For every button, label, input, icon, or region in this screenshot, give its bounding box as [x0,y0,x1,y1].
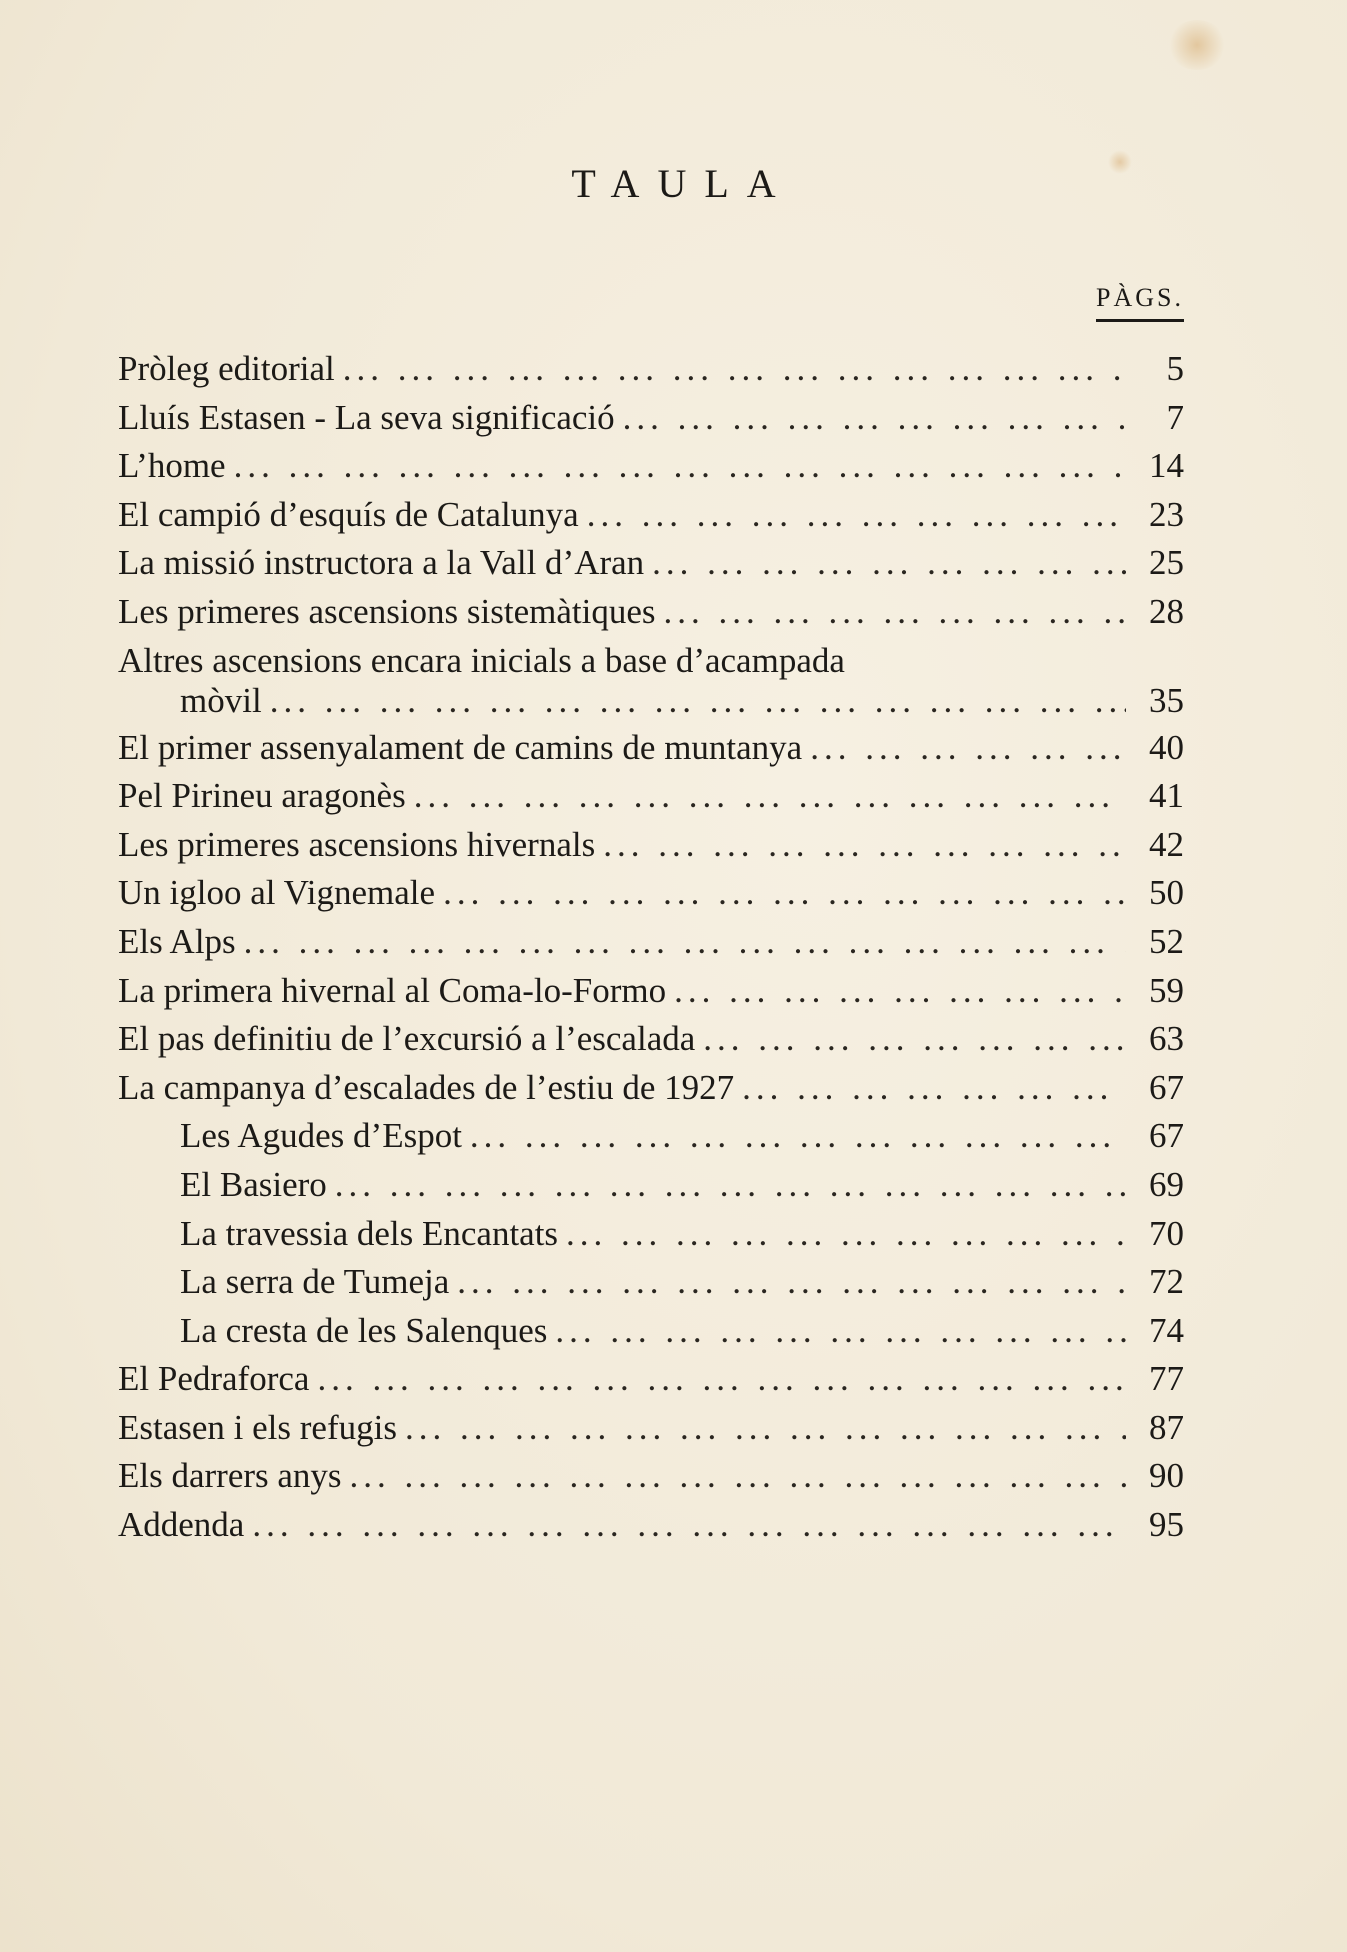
toc-page-number: 70 [1149,1213,1184,1253]
toc-entry [118,398,1184,447]
dot-leader [566,1214,1126,1254]
toc-entry-title: Lluís Estasen - La seva significació [118,397,615,437]
toc-entry-title: La primera hivernal al Coma-lo-Formo [118,970,667,1010]
toc-entry [118,641,1184,681]
dot-leader [414,776,1126,816]
toc-page-number: 90 [1149,1456,1184,1496]
toc-page-number: 74 [1149,1310,1184,1350]
dot-leader [810,728,1126,768]
toc-entry [118,1359,1184,1408]
toc-page-number: 52 [1149,921,1184,961]
toc-entry-title: El campió d’esquís de Catalunya [118,494,579,534]
toc-entry [118,1019,1184,1068]
toc-entry-title: La campanya d’escalades de l’estiu de 1927 [118,1067,735,1107]
toc-entry [118,873,1184,922]
pages-column-label: PÀGS. [1096,283,1184,322]
toc-entry-title: El primer assenyalament de camins de muntanya [118,727,803,767]
toc-entry-title: Els darrers anys [118,1456,342,1496]
toc-entry-title: El pas definitiu de l’excursió a l’escalada [118,1019,696,1059]
toc-entry-title: L’home [118,446,226,486]
dot-leader [674,971,1126,1011]
dot-leader [350,1456,1126,1496]
toc-page-number: 95 [1149,1505,1184,1545]
toc-page-number: 14 [1149,446,1184,486]
toc-entry [118,922,1184,971]
toc-entry-title: La missió instructora a la Vall d’Aran [118,543,645,583]
toc-entry-title: Les primeres ascensions sistemàtiques [118,591,656,631]
toc-entry-title: El Pedraforca [118,1359,310,1399]
toc-entry-title: Les Agudes d’Espot [180,1116,462,1156]
dot-leader [742,1068,1126,1108]
toc-subentry [118,1311,1184,1360]
toc-entry-title: Les primeres ascensions hivernals [118,824,596,864]
toc-entry-title: La serra de Tumeja [180,1262,450,1302]
toc-page-number: 67 [1149,1116,1184,1156]
toc-entry-continuation [118,681,1184,728]
toc-page-number: 35 [1149,680,1184,720]
toc-page-number: 42 [1149,824,1184,864]
dot-leader [443,873,1126,913]
toc-page-number: 5 [1166,349,1184,388]
dot-leader [457,1262,1126,1302]
toc-entry [118,446,1184,495]
toc-entry [118,728,1184,777]
toc-page-number: 87 [1149,1407,1184,1447]
toc-entry-title: Pel Pirineu aragonès [118,776,406,816]
toc-page-number: 41 [1149,776,1184,816]
toc-page-number: 25 [1149,543,1184,583]
toc-entry [118,543,1184,592]
table-of-contents [118,349,1184,1554]
toc-entry-title: Pròleg editorial [118,349,335,388]
toc-subentry [118,1165,1184,1214]
toc-entry [118,1505,1184,1554]
toc-page-number: 63 [1149,1019,1184,1059]
toc-subentry [118,1214,1184,1263]
dot-leader [244,922,1126,962]
toc-entry-title: Altres ascensions encara inicials a base d’acampada [118,640,845,680]
dot-leader [664,592,1126,632]
toc-page-number: 59 [1149,970,1184,1010]
dot-leader [234,446,1126,486]
toc-entry [118,776,1184,825]
toc-entry [118,495,1184,544]
toc-page-number: 23 [1149,494,1184,534]
dot-leader [405,1408,1126,1448]
toc-entry-title-continuation: mòvil [180,680,262,720]
paper-stain [1167,20,1227,70]
dot-leader [270,681,1126,721]
toc-page-number: 67 [1149,1067,1184,1107]
toc-entry-title: Estasen i els refugis [118,1407,397,1447]
dot-leader [252,1505,1126,1545]
toc-entry-title: El Basiero [180,1164,327,1204]
toc-entry [118,1408,1184,1457]
page-title: TAULA [571,161,794,206]
dot-leader [652,543,1126,583]
dot-leader [470,1116,1126,1156]
dot-leader [703,1019,1126,1059]
dot-leader [343,349,1126,389]
toc-subentry [118,1116,1184,1165]
toc-entry-title: La travessia dels Encantats [180,1213,559,1253]
dot-leader [603,825,1126,865]
toc-entry [118,349,1184,398]
toc-page-number: 7 [1166,397,1184,437]
toc-entry [118,971,1184,1020]
toc-page-number: 28 [1149,591,1184,631]
toc-entry-title: Els Alps [118,921,236,961]
dot-leader [587,495,1126,535]
dot-leader [317,1359,1126,1399]
toc-entry-title: Addenda [118,1505,245,1545]
dot-leader [335,1165,1126,1205]
toc-entry [118,1456,1184,1505]
toc-page-number: 72 [1149,1262,1184,1302]
toc-page-number: 40 [1149,727,1184,767]
dot-leader [623,398,1126,438]
toc-page-number: 77 [1149,1359,1184,1399]
toc-entry [118,1068,1184,1117]
toc-page-number: 50 [1149,873,1184,913]
toc-subentry [118,1262,1184,1311]
toc-entry [118,825,1184,874]
toc-entry [118,592,1184,641]
dot-leader [555,1311,1126,1351]
toc-entry-title: Un igloo al Vignemale [118,873,436,913]
toc-page-number: 69 [1149,1164,1184,1204]
toc-entry-title: La cresta de les Salenques [180,1310,548,1350]
